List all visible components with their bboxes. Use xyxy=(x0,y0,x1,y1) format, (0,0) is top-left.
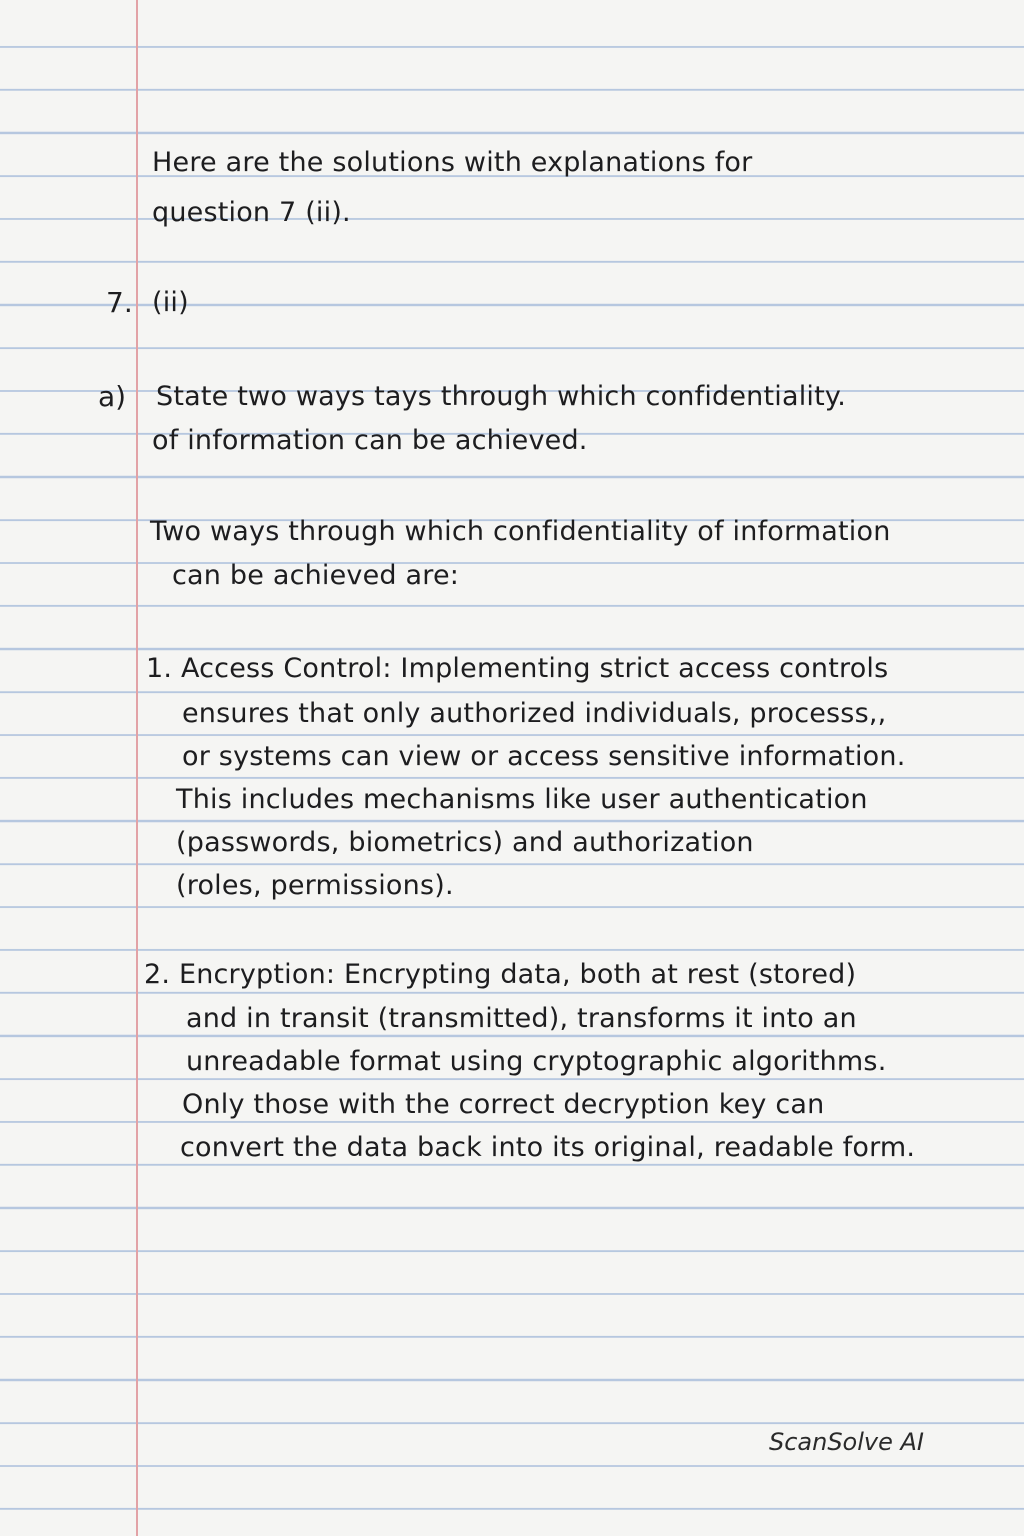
intro-line-1: Here are the solutions with explanations for xyxy=(152,147,753,178)
watermark: ScanSolve AI xyxy=(768,1428,924,1456)
answer-intro-line-2: can be achieved are: xyxy=(172,560,460,591)
point-1-line-2: ensures that only authorized individuals, processs,, xyxy=(182,698,887,729)
point-1-line-5: (passwords, biometrics) and authorization xyxy=(176,827,754,858)
point-2-line-4: Only those with the correct decryption key can xyxy=(182,1089,825,1120)
question-a-line-1: State two ways tays through which confidentiality. xyxy=(156,381,847,412)
point-2-line-1: 2. Encryption: Encrypting data, both at rest (stored) xyxy=(144,959,857,990)
intro-line-2: question 7 (ii). xyxy=(152,197,351,228)
point-2-line-5: convert the data back into its original, readable form. xyxy=(180,1132,916,1163)
question-part: (ii) xyxy=(152,287,189,318)
point-1-line-6: (roles, permissions). xyxy=(176,870,454,901)
answer-intro-line-1: Two ways through which confidentiality of information xyxy=(150,516,891,547)
question-a-line-2: of information can be achieved. xyxy=(152,425,588,456)
margin-line xyxy=(136,0,138,1536)
question-number: 7. xyxy=(106,286,133,319)
point-1-line-1: 1. Access Control: Implementing strict access controls xyxy=(146,653,889,684)
question-a-label: a) xyxy=(98,380,127,413)
point-2-line-2: and in transit (transmitted), transforms it into an xyxy=(186,1003,857,1034)
point-1-line-4: This includes mechanisms like user authentication xyxy=(176,784,868,815)
point-2-line-3: unreadable format using cryptographic algorithms. xyxy=(186,1046,887,1077)
point-1-line-3: or systems can view or access sensitive information. xyxy=(182,741,906,772)
